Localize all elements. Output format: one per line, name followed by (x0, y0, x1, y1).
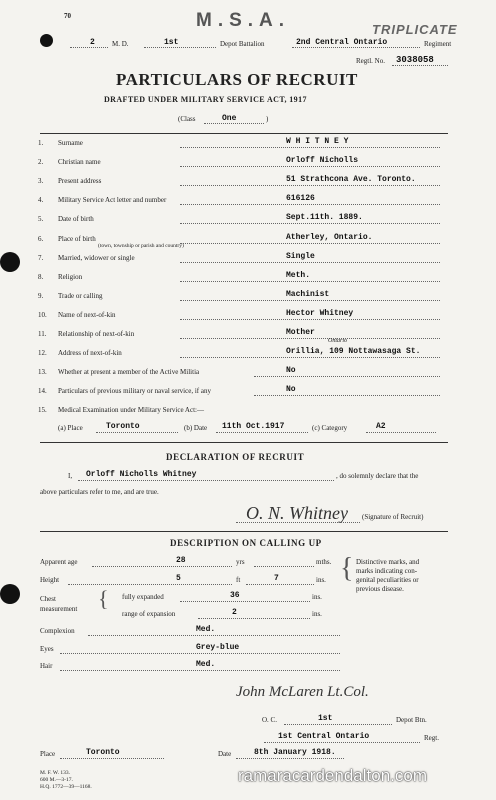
footer-place-label: Place (40, 750, 56, 758)
field-label-next-of-kin-address: Address of next-of-kin (58, 349, 122, 357)
form-code-line: 600 M.—3-17. (40, 777, 73, 783)
class-close: ) (266, 115, 269, 123)
yrs-label: yrs (236, 558, 245, 566)
field-number-medical-exam: 15. (38, 406, 47, 414)
ins-label: ins. (316, 576, 326, 584)
footer-place-value: Toronto (86, 748, 120, 757)
triplicate-stamp: TRIPLICATE (372, 22, 458, 37)
field-label-surname: Surname (58, 139, 83, 147)
field-label-christian-name: Christian name (58, 158, 101, 166)
eyes-value: Grey-blue (196, 643, 240, 652)
field-number-christian-name: 2. (38, 158, 44, 166)
form-code-line: H.Q. 1772—39—1168. (40, 784, 92, 790)
complexion-label: Complexion (40, 627, 75, 635)
corner-mark: 70 (64, 12, 71, 20)
field-value-christian-name: Orloff Nicholls (286, 156, 359, 165)
recruit-signature: O. N. Whitney (246, 503, 348, 523)
punch-hole-middle (0, 252, 20, 272)
field-value-next-of-kin-name: Hector Whitney (286, 309, 354, 318)
marks-brace: { (340, 553, 354, 584)
chest-label: Chest (40, 595, 56, 603)
field-value-place-of-birth: Atherley, Ontario. (286, 233, 373, 242)
field-value-next-of-kin-address: Orillia, 109 Nottawasaga St. (286, 347, 421, 356)
field-value-religion: Meth. (286, 271, 311, 280)
field-label-date-of-birth: Date of birth (58, 215, 94, 223)
hair-value: Med. (196, 660, 216, 669)
md-label: M. D. (112, 40, 129, 48)
regiment-label: Regiment (424, 40, 452, 48)
field-value-marital-status: Single (286, 252, 315, 261)
field-number-surname: 1. (38, 139, 44, 147)
declaration-name: Orloff Nicholls Whitney (86, 470, 197, 479)
officer-signature: John McLaren Lt.Col. (236, 684, 369, 700)
declaration-heading: DECLARATION OF RECRUIT (166, 452, 305, 462)
field-value-previous-service: No (286, 385, 296, 394)
field-number-msa-number: 4. (38, 196, 44, 204)
field-label-medical-exam: Medical Examination under Military Service Act:— (58, 406, 204, 414)
punch-hole-bottom (0, 584, 20, 604)
officer-depot-value: 1st (318, 714, 333, 723)
declaration-i-label: I, (68, 472, 73, 480)
chest-label-2: measurement (40, 605, 78, 613)
field-number-next-of-kin-address: 12. (38, 349, 47, 357)
description-heading: DESCRIPTION ON CALLING UP (170, 538, 322, 548)
medical-place-label: (a) Place (58, 424, 83, 432)
officer-depot-label: Depot Btn. (396, 716, 427, 724)
expanded-label: fully expanded (122, 593, 164, 601)
mths-label: mths. (316, 558, 332, 566)
field-label-present-address: Present address (58, 177, 102, 185)
medical-date-value: 11th Oct.1917 (222, 422, 285, 431)
field-value-present-address: 51 Strathcona Ave. Toronto. (286, 175, 416, 184)
signature-label: (Signature of Recruit) (362, 513, 424, 521)
field-value-active-militia: No (286, 366, 296, 375)
expanded-value: 36 (230, 591, 240, 600)
depot-value: 1st (164, 38, 179, 47)
oc-label: O. C. (262, 716, 277, 724)
field-value-trade: Machinist (286, 290, 330, 299)
footer-date-label: Date (218, 750, 232, 758)
field-number-present-address: 3. (38, 177, 44, 185)
field-number-next-of-kin-relationship: 11. (38, 330, 47, 338)
field-label-previous-service: Particulars of previous military or naval service, if any (58, 387, 211, 395)
field-number-date-of-birth: 5. (38, 215, 44, 223)
field-label-msa-number: Military Service Act letter and number (58, 196, 167, 204)
range-value: 2 (232, 608, 237, 617)
field-label-trade: Trade or calling (58, 292, 103, 300)
class-label: (Class (178, 115, 196, 123)
height-ft: 5 (176, 574, 181, 583)
hair-label: Hair (40, 662, 53, 670)
footer-date-value: 8th January 1918. (254, 748, 336, 757)
marks-text-line: previous disease. (356, 585, 404, 593)
height-label: Height (40, 576, 60, 584)
officer-regiment-value: 1st Central Ontario (278, 732, 370, 741)
declaration-text-2: above particulars refer to me, and are true. (40, 488, 159, 496)
field-number-trade: 9. (38, 292, 44, 300)
field-number-religion: 8. (38, 273, 44, 281)
chest-brace: { (98, 586, 109, 611)
class-value: One (222, 114, 237, 123)
field-number-active-militia: 13. (38, 368, 47, 376)
field-value-date-of-birth: Sept.11th. 1889. (286, 213, 363, 222)
regiment-value: 2nd Central Ontario (296, 38, 388, 47)
complexion-value: Med. (196, 625, 216, 634)
punch-hole-top (40, 34, 53, 47)
age-years: 28 (176, 556, 186, 565)
marks-text-line: Distinctive marks, and (356, 558, 420, 566)
page-subtitle: DRAFTED UNDER MILITARY SERVICE ACT, 1917 (104, 95, 307, 104)
form-code-line: M. F. W. 133. (40, 770, 70, 776)
range-label: range of expansion (122, 610, 176, 618)
medical-category-label: (c) Category (312, 424, 348, 432)
field-value-msa-number: 616126 (286, 194, 315, 203)
field-number-marital-status: 7. (38, 254, 44, 262)
regtl-no-label: Regtl. No. (356, 57, 385, 65)
regtl-no-value: 3038058 (396, 55, 434, 65)
field-number-next-of-kin-name: 10. (38, 311, 47, 319)
field-label-next-of-kin-name: Name of next-of-kin (58, 311, 116, 319)
field-value-surname: W H I T N E Y (286, 137, 349, 146)
field-number-place-of-birth: 6. (38, 235, 44, 243)
range-ins: ins. (312, 610, 322, 618)
eyes-label: Eyes (40, 645, 54, 653)
field-label-active-militia: Whether at present a member of the Active Militia (58, 368, 200, 376)
medical-category-value: A2 (376, 422, 386, 431)
msa-stamp: M.S.A. (196, 10, 291, 31)
watermark: ramaracardendalton.com (238, 766, 427, 785)
md-value: 2 (90, 38, 95, 47)
field-label-place-of-birth: Place of birth (58, 235, 96, 243)
medical-date-label: (b) Date (184, 424, 208, 432)
field-number-previous-service: 14. (38, 387, 47, 395)
field-label-marital-status: Married, widower or single (58, 254, 135, 262)
marks-text-line: genital peculiarities or (356, 576, 419, 584)
officer-regiment-label: Regt. (424, 734, 439, 742)
birth-place-note: (town, township or parish and country) (98, 243, 184, 249)
height-ins: 7 (274, 574, 279, 583)
field-label-next-of-kin-relationship: Relationship of next-of-kin (58, 330, 135, 338)
expanded-ins: ins. (312, 593, 322, 601)
age-label: Apparent age (40, 558, 78, 566)
medical-place-value: Toronto (106, 422, 140, 431)
ft-label: ft (236, 576, 241, 584)
depot-label: Depot Battalion (220, 40, 265, 48)
field-value-next-of-kin-relationship: Mother (286, 328, 315, 337)
field-label-religion: Religion (58, 273, 83, 281)
page-title: PARTICULARS OF RECRUIT (116, 70, 358, 89)
declaration-text-1: , do solemnly declare that the (336, 472, 419, 480)
kin-annotation: Ontario (328, 338, 348, 344)
marks-text-line: marks indicating con- (356, 567, 418, 575)
